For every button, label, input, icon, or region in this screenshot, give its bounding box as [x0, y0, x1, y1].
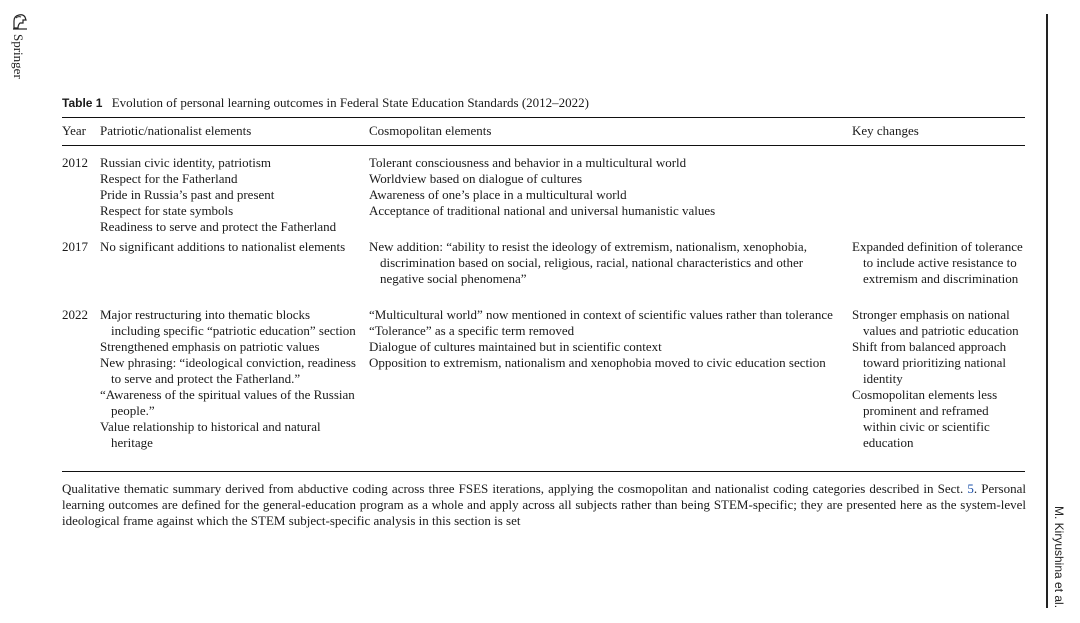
nationalist-entry: “Awareness of the spiritual values of the Russian people.” [100, 387, 355, 418]
cosmopolitan-entry: “Multicultural world” now mentioned in context of scientific values rather than tolerance [369, 307, 833, 322]
cosmopolitan-cell [369, 239, 843, 287]
cosmopolitan-entry: Dialogue of cultures maintained but in scientific context [369, 339, 662, 354]
key-change-entry: Cosmopolitan elements less prominent and reframed within civic or scientific education [852, 387, 998, 450]
section-reference-link[interactable]: 5 [967, 481, 974, 496]
nationalist-cell [100, 239, 368, 255]
nationalist-entry: Pride in Russia’s past and present [100, 187, 275, 202]
cosmopolitan-entry: Opposition to extremism, nationalism and xenophobia moved to civic education section [369, 355, 826, 370]
nationalist-entry: Strengthened emphasis on patriotic values [100, 339, 320, 354]
publisher-name: Springer [11, 34, 26, 79]
year-cell: 2017 [62, 239, 88, 254]
nationalist-entry: Russian civic identity, patriotism [100, 155, 272, 170]
nationalist-entry: Major restructuring into thematic blocks including specific “patriotic education” section [100, 307, 356, 338]
table-title: Evolution of personal learning outcomes in Federal State Education Standards (2012–2022) [111, 95, 589, 110]
nationalist-entry: Readiness to serve and protect the Fatherland [100, 219, 337, 234]
nationalist-cell [100, 155, 362, 235]
nationalist-entry: No significant additions to nationalist elements [100, 239, 346, 254]
table-top-rule [62, 117, 1025, 118]
nationalist-entry: Value relationship to historical and natural heritage [100, 419, 321, 450]
nationalist-entry: Respect for state symbols [100, 203, 234, 218]
column-header-cosmopolitan: Cosmopolitan elements [369, 123, 492, 138]
cosmopolitan-cell [369, 307, 843, 371]
cosmopolitan-entry: Tolerant consciousness and behavior in a multicultural world [369, 155, 687, 170]
year-cell: 2012 [62, 155, 88, 170]
key-change-entry: Shift from balanced approach toward prioritizing national identity [852, 339, 1007, 386]
footnote-text: Qualitative thematic summary derived from abductive coding across three FSES iterations, applying the cosmopolitan and nationalist coding categories described in Sect. [62, 481, 964, 496]
cosmopolitan-entry: Awareness of one’s place in a multicultural world [369, 187, 627, 202]
footnote-text-continued: . Personal learning outcomes are defined for the general-education program as a whole and apply across all subjects rather than being STEM-specific; they are presented here as the system-level ideological frame against which the STEM subject-specific analysis in this section is set [62, 481, 1027, 528]
key-changes-cell [852, 307, 1024, 451]
nationalist-cell [100, 307, 362, 451]
cosmopolitan-cell [369, 155, 843, 219]
margin-rule [1046, 14, 1048, 608]
cosmopolitan-entry: Acceptance of traditional national and universal humanistic values [369, 203, 716, 218]
column-header-year: Year [62, 123, 86, 138]
year-cell: 2022 [62, 307, 88, 322]
table-header-rule [62, 145, 1025, 146]
nationalist-entry: New phrasing: “ideological conviction, readiness to serve and protect the Fatherland.” [100, 355, 356, 386]
column-header-nationalist: Patriotic/nationalist elements [100, 123, 252, 138]
springer-horse-icon [11, 12, 29, 30]
nationalist-entry: Respect for the Fatherland [100, 171, 238, 186]
cosmopolitan-entry: New addition: “ability to resist the ideology of extremism, nationalism, xenophobia, discrimination based on social, religious, racial, national characteristics and other negative social phenomena” [369, 239, 807, 286]
column-header-key-changes: Key changes [852, 123, 919, 138]
table-label: Table 1 [62, 96, 103, 110]
running-head-authors: M. Kiryushina et al. [1052, 506, 1066, 609]
key-change-entry: Stronger emphasis on national values and patriotic education [852, 307, 1019, 338]
key-changes-cell [852, 239, 1024, 287]
publisher-sidebar [8, 10, 32, 100]
table-footnote [62, 481, 1026, 529]
key-change-entry: Expanded definition of tolerance to include active resistance to extremism and discrimination [852, 239, 1023, 286]
table-caption [62, 95, 589, 111]
table-bottom-rule [62, 471, 1025, 472]
cosmopolitan-entry: Worldview based on dialogue of cultures [369, 171, 583, 186]
cosmopolitan-entry: “Tolerance” as a specific term removed [369, 323, 575, 338]
